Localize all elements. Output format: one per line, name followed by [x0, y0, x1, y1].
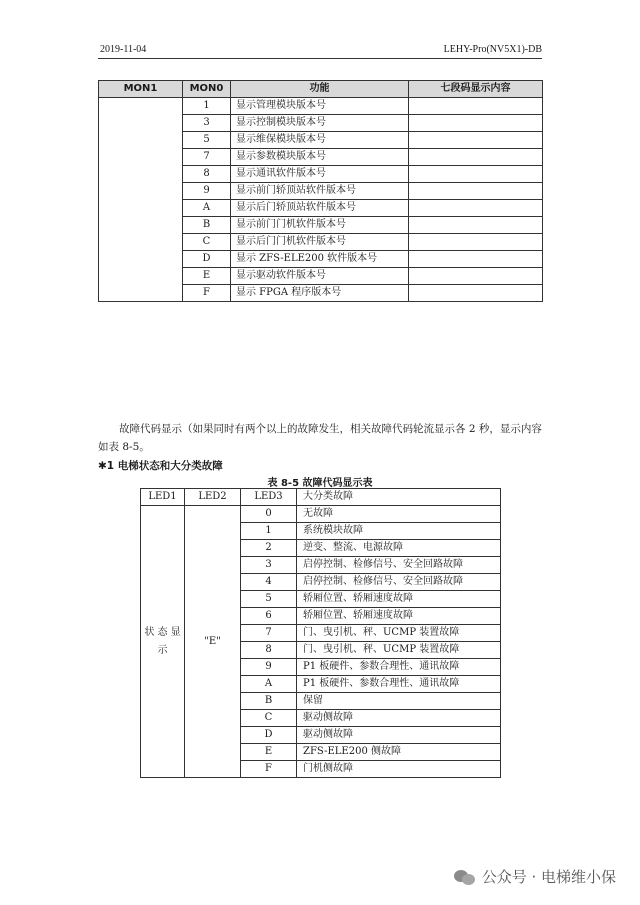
- led3-cell: 2: [241, 540, 297, 557]
- led3-cell: 3: [241, 557, 297, 574]
- led3-cell: E: [241, 744, 297, 761]
- display-cell: [409, 166, 543, 183]
- display-cell: [409, 149, 543, 166]
- function-cell: 显示控制模块版本号: [231, 115, 409, 132]
- mon1-cell: [99, 98, 183, 302]
- col-header-mon1: MON1: [99, 81, 183, 98]
- category-cell: P1 板硬件、参数合理性、通讯故障: [297, 676, 501, 693]
- category-cell: 门、曳引机、秤、UCMP 装置故障: [297, 625, 501, 642]
- display-cell: [409, 251, 543, 268]
- mon0-cell: 5: [183, 132, 231, 149]
- led3-cell: 7: [241, 625, 297, 642]
- header-doc-id: LEHY-Pro(NV5X1)-DB: [443, 44, 542, 55]
- function-cell: 显示通讯软件版本号: [231, 166, 409, 183]
- category-cell: 保留: [297, 693, 501, 710]
- display-cell: [409, 115, 543, 132]
- fault-code-table: [140, 488, 501, 778]
- mon0-cell: F: [183, 285, 231, 302]
- function-cell: 显示后门轿顶站软件版本号: [231, 200, 409, 217]
- category-cell: 系统模块故障: [297, 523, 501, 540]
- mon0-cell: 7: [183, 149, 231, 166]
- category-cell: P1 板硬件、参数合理性、通讯故障: [297, 659, 501, 676]
- table-row: [99, 98, 543, 115]
- mon0-cell: 9: [183, 183, 231, 200]
- table-caption: 表 8-5 故障代码显示表: [267, 478, 373, 489]
- mon0-cell: C: [183, 234, 231, 251]
- watermark-text: 公众号 · 电梯维小保: [481, 868, 616, 886]
- display-cell: [409, 183, 543, 200]
- category-cell: 轿厢位置、轿厢速度故障: [297, 608, 501, 625]
- mon0-cell: 3: [183, 115, 231, 132]
- category-cell: 启停控制、检修信号、安全回路故障: [297, 557, 501, 574]
- header-rule: [98, 58, 542, 59]
- function-cell: 显示 FPGA 程序版本号: [231, 285, 409, 302]
- display-cell: [409, 268, 543, 285]
- mon0-cell: D: [183, 251, 231, 268]
- col-header-function: 功能: [231, 81, 409, 98]
- led3-cell: 6: [241, 608, 297, 625]
- watermark: [454, 866, 616, 887]
- led1-cell: 状 态 显示: [141, 506, 185, 778]
- led3-cell: 5: [241, 591, 297, 608]
- function-cell: 显示后门门机软件版本号: [231, 234, 409, 251]
- led3-cell: 1: [241, 523, 297, 540]
- led3-cell: D: [241, 727, 297, 744]
- col-header-display: 七段码显示内容: [409, 81, 543, 98]
- mon0-cell: B: [183, 217, 231, 234]
- led3-cell: 8: [241, 642, 297, 659]
- led3-cell: 0: [241, 506, 297, 523]
- category-cell: 启停控制、检修信号、安全回路故障: [297, 574, 501, 591]
- led3-cell: 9: [241, 659, 297, 676]
- mon0-cell: 8: [183, 166, 231, 183]
- display-cell: [409, 234, 543, 251]
- led2-cell: "E": [185, 506, 241, 778]
- function-cell: 显示驱动软件版本号: [231, 268, 409, 285]
- mon0-cell: A: [183, 200, 231, 217]
- led3-cell: 4: [241, 574, 297, 591]
- header-date: 2019-11-04: [100, 44, 147, 55]
- col-header-mon0: MON0: [183, 81, 231, 98]
- function-cell: 显示维保模块版本号: [231, 132, 409, 149]
- category-cell: 驱动侧故障: [297, 710, 501, 727]
- display-cell: [409, 132, 543, 149]
- function-cell: 显示前门门机软件版本号: [231, 217, 409, 234]
- wechat-icon: [454, 868, 476, 886]
- category-cell: 轿厢位置、轿厢速度故障: [297, 591, 501, 608]
- fault-code-paragraph: 故障代码显示（如果同时有两个以上的故障发生，相关故障代码轮流显示各 2 秒，显示内容如表 8-5。: [98, 423, 542, 453]
- category-cell: 无故障: [297, 506, 501, 523]
- table-header-row: [99, 81, 543, 98]
- category-cell: 驱动侧故障: [297, 727, 501, 744]
- mon-function-table: [98, 80, 543, 302]
- function-cell: 显示 ZFS-ELE200 软件版本号: [231, 251, 409, 268]
- table-header-row: [141, 489, 501, 506]
- category-cell: ZFS-ELE200 侧故障: [297, 744, 501, 761]
- section-subhead: ✱1 电梯状态和大分类故障: [98, 460, 223, 472]
- display-cell: [409, 98, 543, 115]
- col-header-led3: LED3: [241, 489, 297, 506]
- mon0-cell: 1: [183, 98, 231, 115]
- col-header-led1: LED1: [141, 489, 185, 506]
- category-cell: 逆变、整流、电源故障: [297, 540, 501, 557]
- col-header-led2: LED2: [185, 489, 241, 506]
- mon0-cell: E: [183, 268, 231, 285]
- category-cell: 门机侧故障: [297, 761, 501, 778]
- display-cell: [409, 217, 543, 234]
- display-cell: [409, 200, 543, 217]
- table-row: [141, 506, 501, 523]
- col-header-category: 大分类故障: [297, 489, 501, 506]
- led3-cell: F: [241, 761, 297, 778]
- display-cell: [409, 285, 543, 302]
- function-cell: 显示管理模块版本号: [231, 98, 409, 115]
- led3-cell: C: [241, 710, 297, 727]
- led3-cell: B: [241, 693, 297, 710]
- led3-cell: A: [241, 676, 297, 693]
- function-cell: 显示参数模块版本号: [231, 149, 409, 166]
- function-cell: 显示前门轿顶站软件版本号: [231, 183, 409, 200]
- category-cell: 门、曳引机、秤、UCMP 装置故障: [297, 642, 501, 659]
